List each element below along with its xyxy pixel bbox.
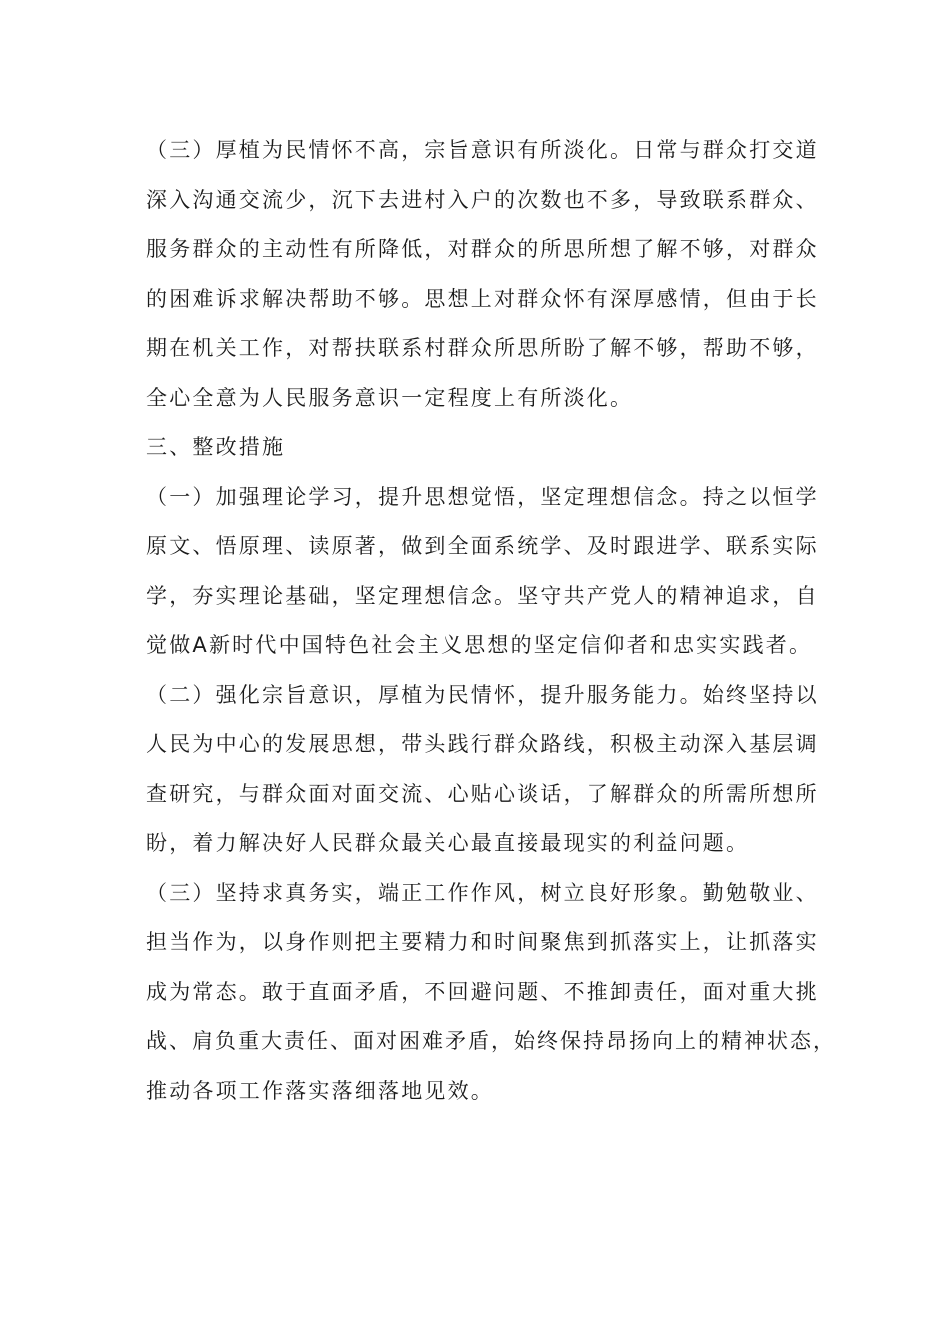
paragraph-line: 查研究，与群众面对面交流、心贴心谈话，了解群众的所需所想所 bbox=[146, 781, 819, 806]
paragraph-line: （三）厚植为民情怀不高，宗旨意识有所淡化。日常与群众打交道 bbox=[146, 138, 819, 162]
paragraph-line: 学，夯实理论基础，坚定理想信念。坚守共产党人的精神追求，自 bbox=[146, 583, 819, 608]
paragraph-line: 盼，着力解决好人民群众最关心最直接最现实的利益问题。 bbox=[146, 831, 750, 855]
paragraph-line: （二）强化宗旨意识，厚植为民情怀，提升服务能力。始终坚持以 bbox=[146, 682, 819, 707]
document-body bbox=[146, 126, 836, 1116]
paragraph-line: （三）坚持求真务实，端正工作作风，树立良好形象。勤勉敬业、 bbox=[146, 880, 819, 905]
paragraph-line: 服务群众的主动性有所降低，对群众的所思所想了解不够，对群众 bbox=[146, 237, 819, 261]
section-heading: 三、整改措施 bbox=[146, 435, 286, 459]
paragraph-line: 人民为中心的发展思想，带头践行群众路线，积极主动深入基层调 bbox=[146, 732, 819, 756]
paragraph-line: 推动各项工作落实落细落地见效。 bbox=[146, 1078, 494, 1103]
paragraph-line: 深入沟通交流少，沉下去进村入户的次数也不多，导致联系群众、 bbox=[146, 187, 819, 212]
paragraph-line: 全心全意为人民服务意识一定程度上有所淡化。 bbox=[146, 385, 634, 410]
paragraph-line: 原文、悟原理、读原著，做到全面系统学、及时跟进学、联系实际 bbox=[146, 534, 819, 558]
paragraph-line: 的困难诉求解决帮助不够。思想上对群众怀有深厚感情，但由于长 bbox=[146, 286, 819, 311]
paragraph-line: （一）加强理论学习，提升思想觉悟，坚定理想信念。持之以恒学 bbox=[146, 484, 819, 509]
paragraph-line: 成为常态。敢于直面矛盾，不回避问题、不推卸责任，面对重大挑 bbox=[146, 979, 819, 1004]
paragraph-line: 战、肩负重大责任、面对困难矛盾，始终保持昂扬向上的精神状态， bbox=[146, 1029, 836, 1053]
paragraph-line: 期在机关工作，对帮扶联系村群众所思所盼了解不够，帮助不够， bbox=[146, 336, 819, 360]
paragraph-line: 担当作为，以身作则把主要精力和时间聚焦到抓落实上，让抓落实 bbox=[146, 930, 819, 954]
paragraph-line: 觉做A新时代中国特色社会主义思想的坚定信仰者和忠实实践者。 bbox=[146, 633, 813, 657]
